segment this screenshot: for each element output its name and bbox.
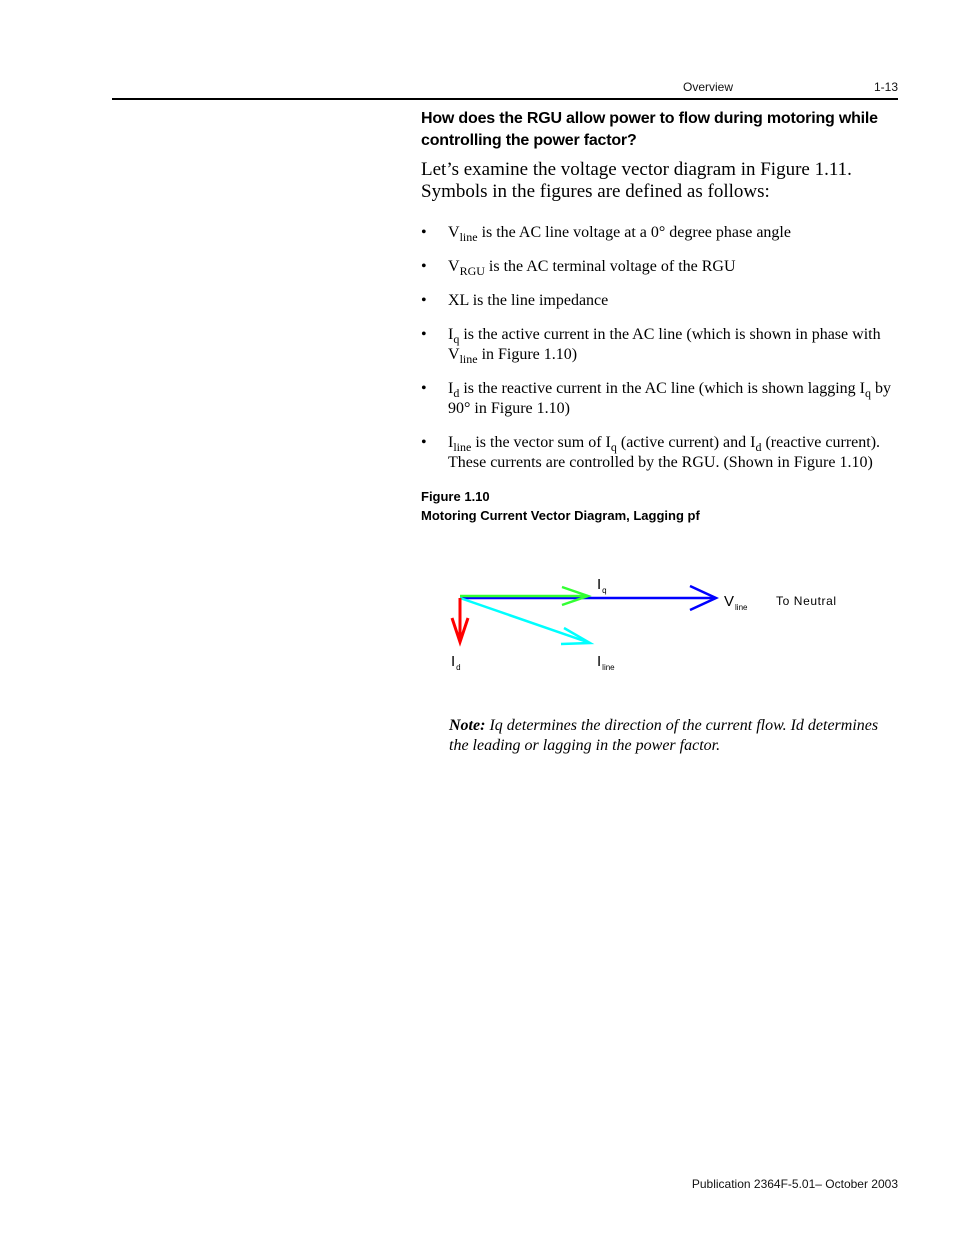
list-item: • $I_q$ is the active current in the AC line (which is shown in phase with $V_{line}$ in Figure 1.10)	[421, 326, 881, 366]
bullet-icon: •	[421, 326, 427, 343]
symbol-definitions-list	[421, 223, 899, 473]
list-item: • $I_{line}$ is the vector sum of $I_q$ (active current) and $I_d$ (reactive current). These currents are controlled by the RGU. (Shown in Figure 1.10)	[421, 434, 881, 471]
publication-footer: Publication 2364F-5.01– October 2003	[691, 1177, 898, 1191]
id-label: $I_d$	[451, 653, 461, 672]
list-item: • XL is the line impedance	[421, 292, 609, 309]
id-vector	[452, 598, 468, 642]
iline-vector	[460, 598, 590, 644]
list-item: • $V_{RGU}$ is the AC terminal voltage of the RGU	[421, 258, 736, 278]
bullet-icon: •	[421, 258, 427, 275]
vline-vector	[460, 586, 716, 610]
current-vector-diagram	[440, 568, 870, 688]
bullet-icon: •	[421, 224, 427, 241]
intro-paragraph: Let’s examine the voltage vector diagram in Figure 1.11. Symbols in the figures are defined as follows:	[421, 159, 852, 202]
list-item: • $I_d$ is the reactive current in the AC line (which is shown lagging $I_q$ by 90° in Figure 1.10)	[421, 380, 892, 417]
bullet-icon: •	[421, 434, 427, 451]
iq-vector	[460, 587, 588, 605]
running-header-section: Overview	[683, 80, 734, 94]
figure-title: Motoring Current Vector Diagram, Lagging pf	[421, 508, 700, 523]
vline-label: $V_{line}$	[724, 593, 748, 612]
to-neutral-label: To Neutral	[776, 594, 837, 608]
bullet-icon: •	[421, 380, 427, 397]
list-item: • $V_{line}$ is the AC line voltage at a 0° degree phase angle	[421, 224, 791, 244]
main-content	[421, 108, 899, 525]
section-heading: How does the RGU allow power to flow during motoring while controlling the power factor?	[421, 110, 878, 149]
iline-label: $I_{line}$	[597, 653, 615, 672]
header-rule	[112, 98, 898, 100]
figure-number: Figure 1.10	[421, 489, 490, 504]
page-number: 1-13	[873, 80, 898, 94]
note-label: Note:	[449, 717, 486, 734]
note-paragraph	[449, 716, 889, 756]
bullet-icon: •	[421, 292, 427, 309]
note-text: Iq determines the direction of the current flow. Id determines the leading or lagging in the power factor.	[449, 717, 879, 754]
iq-label: $I_q$	[597, 576, 607, 595]
